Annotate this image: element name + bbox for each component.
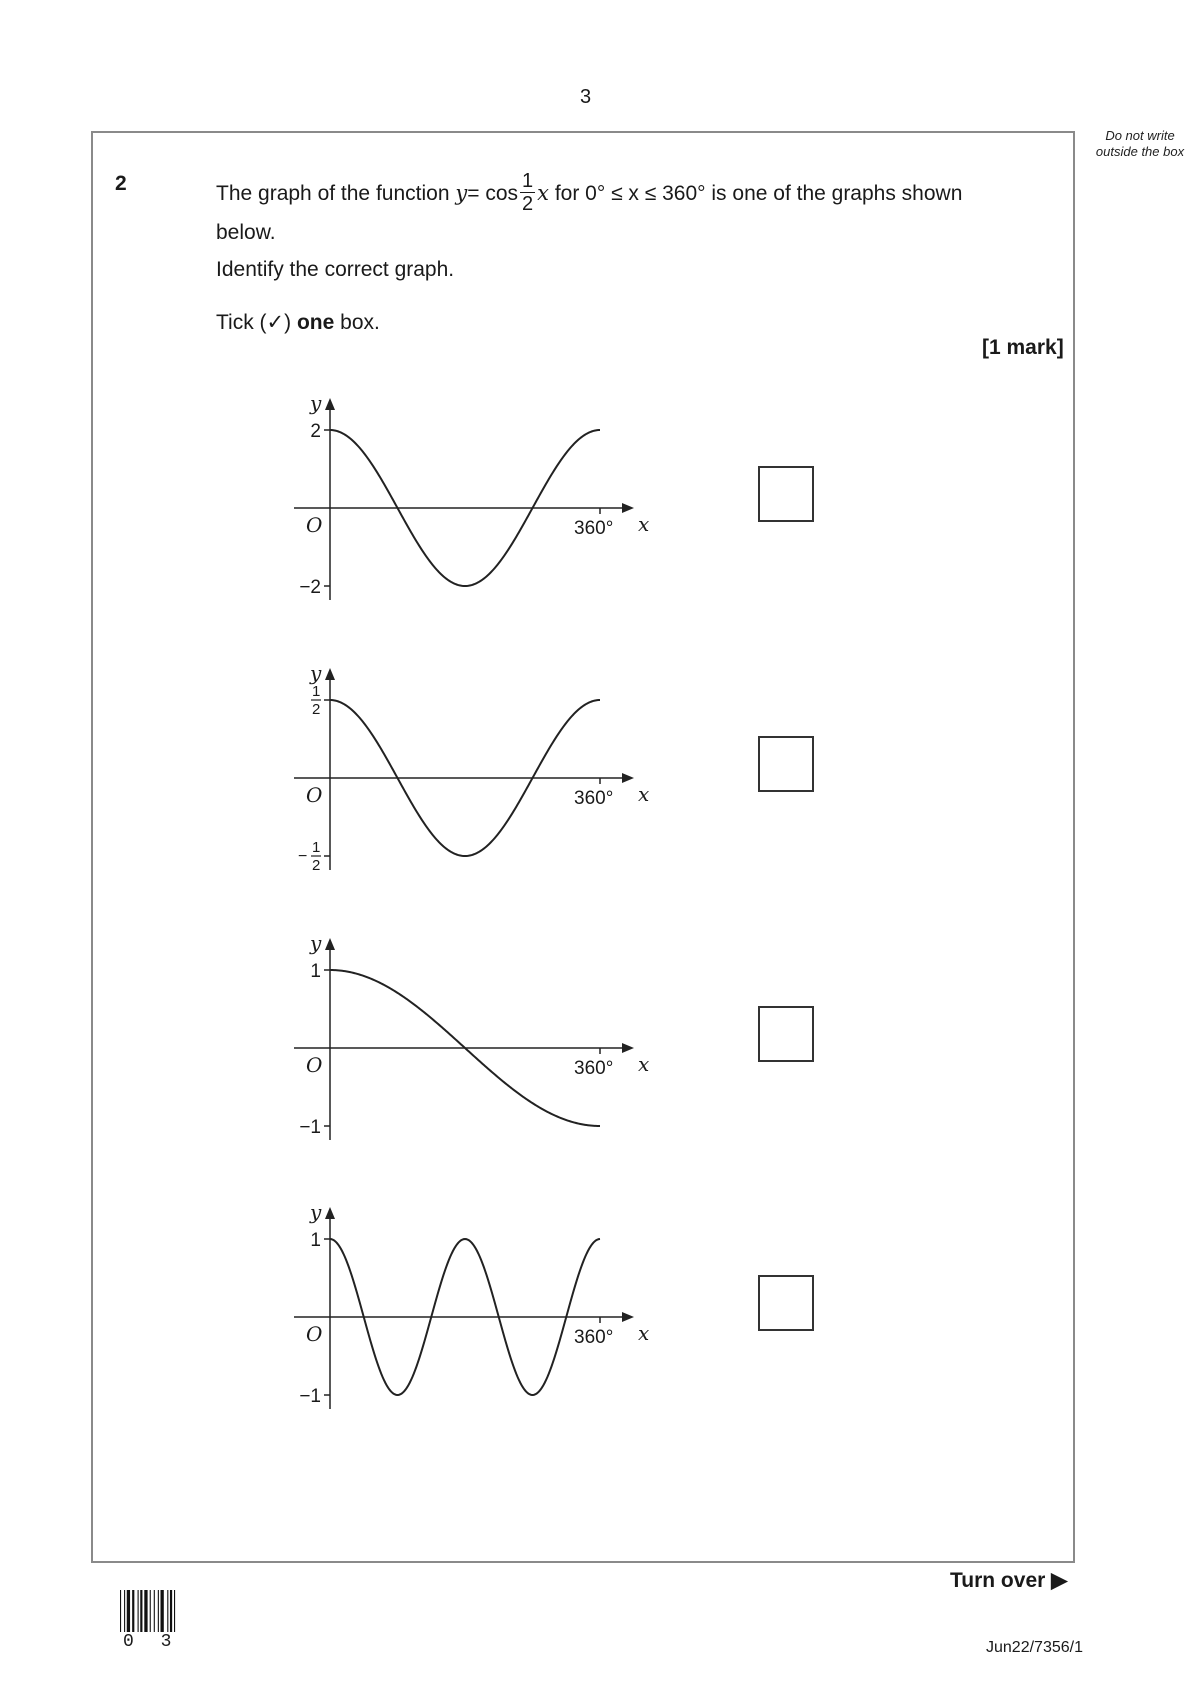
barcode-bar bbox=[132, 1590, 134, 1632]
barcode-bar bbox=[150, 1590, 151, 1632]
origin-label: O bbox=[306, 1053, 323, 1077]
y-axis-arrow bbox=[325, 398, 335, 410]
x-axis-label: x bbox=[638, 782, 650, 806]
barcode-bar bbox=[140, 1590, 142, 1632]
y-axis-arrow bbox=[325, 668, 335, 680]
y-bottom-frac-num: 1 bbox=[312, 839, 321, 856]
tick-box-3[interactable] bbox=[758, 1006, 814, 1062]
page-number: 3 bbox=[580, 86, 592, 108]
margin-note: Do not write outside the box bbox=[1095, 128, 1185, 159]
y-bottom-frac-den: 2 bbox=[312, 857, 321, 874]
y-top-label: 1 bbox=[310, 961, 321, 982]
barcode-icon bbox=[120, 1590, 195, 1632]
function-equals-cos: = cos bbox=[467, 182, 518, 206]
tick-box-4[interactable] bbox=[758, 1275, 814, 1331]
y-bottom-label: −1 bbox=[299, 1386, 321, 1407]
barcode-bar bbox=[127, 1590, 130, 1632]
identify-instruction: Identify the correct graph. bbox=[216, 258, 455, 281]
question-text bbox=[216, 172, 962, 249]
barcode-bar bbox=[170, 1590, 172, 1632]
tick-bold: one bbox=[296, 311, 335, 334]
function-y: y bbox=[455, 181, 468, 206]
y-axis-label: y bbox=[310, 391, 322, 415]
fraction-numerator: 1 bbox=[522, 170, 534, 192]
graph-option-1 bbox=[282, 388, 682, 618]
tick-box-2[interactable] bbox=[758, 736, 814, 792]
x-360-label: 360° bbox=[574, 1327, 614, 1348]
y-bottom-minus: − bbox=[298, 848, 308, 865]
y-axis-arrow bbox=[325, 938, 335, 950]
y-axis-label: y bbox=[310, 661, 322, 685]
origin-label: O bbox=[306, 1322, 323, 1346]
y-top-label: 1 bbox=[310, 1230, 321, 1251]
x-360-label: 360° bbox=[574, 1058, 614, 1079]
paper-code: Jun22/7356/1 bbox=[986, 1639, 1083, 1656]
barcode-number: 0 3 bbox=[123, 1632, 180, 1652]
origin-label: O bbox=[306, 783, 323, 807]
tick-post: box. bbox=[340, 311, 380, 334]
tick-box-1[interactable] bbox=[758, 466, 814, 522]
y-axis-label: y bbox=[310, 931, 322, 955]
graph-option-2 bbox=[282, 658, 682, 888]
y-top-label: 2 bbox=[310, 421, 321, 442]
x-axis-arrow bbox=[622, 1043, 634, 1053]
question-range: for 0° ≤ x ≤ 360° is one of the graphs shown bbox=[554, 182, 963, 206]
function-x: x bbox=[537, 181, 549, 206]
x-axis-label: x bbox=[638, 1321, 650, 1345]
barcode-bar bbox=[158, 1590, 159, 1632]
barcode-bar bbox=[174, 1590, 175, 1632]
y-bottom-label: −2 bbox=[299, 577, 321, 598]
barcode-bar bbox=[124, 1590, 125, 1632]
x-axis-arrow bbox=[622, 773, 634, 783]
x-axis-label: x bbox=[638, 512, 650, 536]
question-intro: The graph of the function bbox=[216, 182, 450, 206]
tick-instruction bbox=[216, 310, 380, 335]
fraction-denominator: 2 bbox=[522, 193, 534, 215]
mark-allocation: [1 mark] bbox=[982, 336, 1064, 359]
turn-over-label: Turn over ▶ bbox=[950, 1569, 1068, 1592]
x-360-label: 360° bbox=[574, 518, 614, 539]
x-axis-label: x bbox=[638, 1052, 650, 1076]
graph-option-4 bbox=[282, 1197, 682, 1427]
y-bottom-label: −1 bbox=[299, 1117, 321, 1138]
barcode-bar bbox=[167, 1590, 168, 1632]
tick-pre: Tick (✓) bbox=[216, 311, 292, 334]
function-fraction bbox=[520, 170, 535, 215]
y-axis-arrow bbox=[325, 1207, 335, 1219]
x-axis-arrow bbox=[622, 1312, 634, 1322]
question-line-2: below. bbox=[216, 221, 276, 244]
y-top-frac-den: 2 bbox=[312, 701, 321, 718]
graph-option-3 bbox=[282, 928, 682, 1158]
x-360-label: 360° bbox=[574, 788, 614, 809]
y-axis-label: y bbox=[310, 1200, 322, 1224]
barcode-bar bbox=[120, 1590, 121, 1632]
origin-label: O bbox=[306, 513, 323, 537]
barcode-bar bbox=[138, 1590, 139, 1632]
barcode-bar bbox=[161, 1590, 164, 1632]
x-axis-arrow bbox=[622, 503, 634, 513]
question-number: 2 bbox=[115, 172, 127, 195]
y-top-frac-num: 1 bbox=[312, 683, 321, 700]
barcode-bar bbox=[154, 1590, 155, 1632]
barcode-bar bbox=[144, 1590, 147, 1632]
